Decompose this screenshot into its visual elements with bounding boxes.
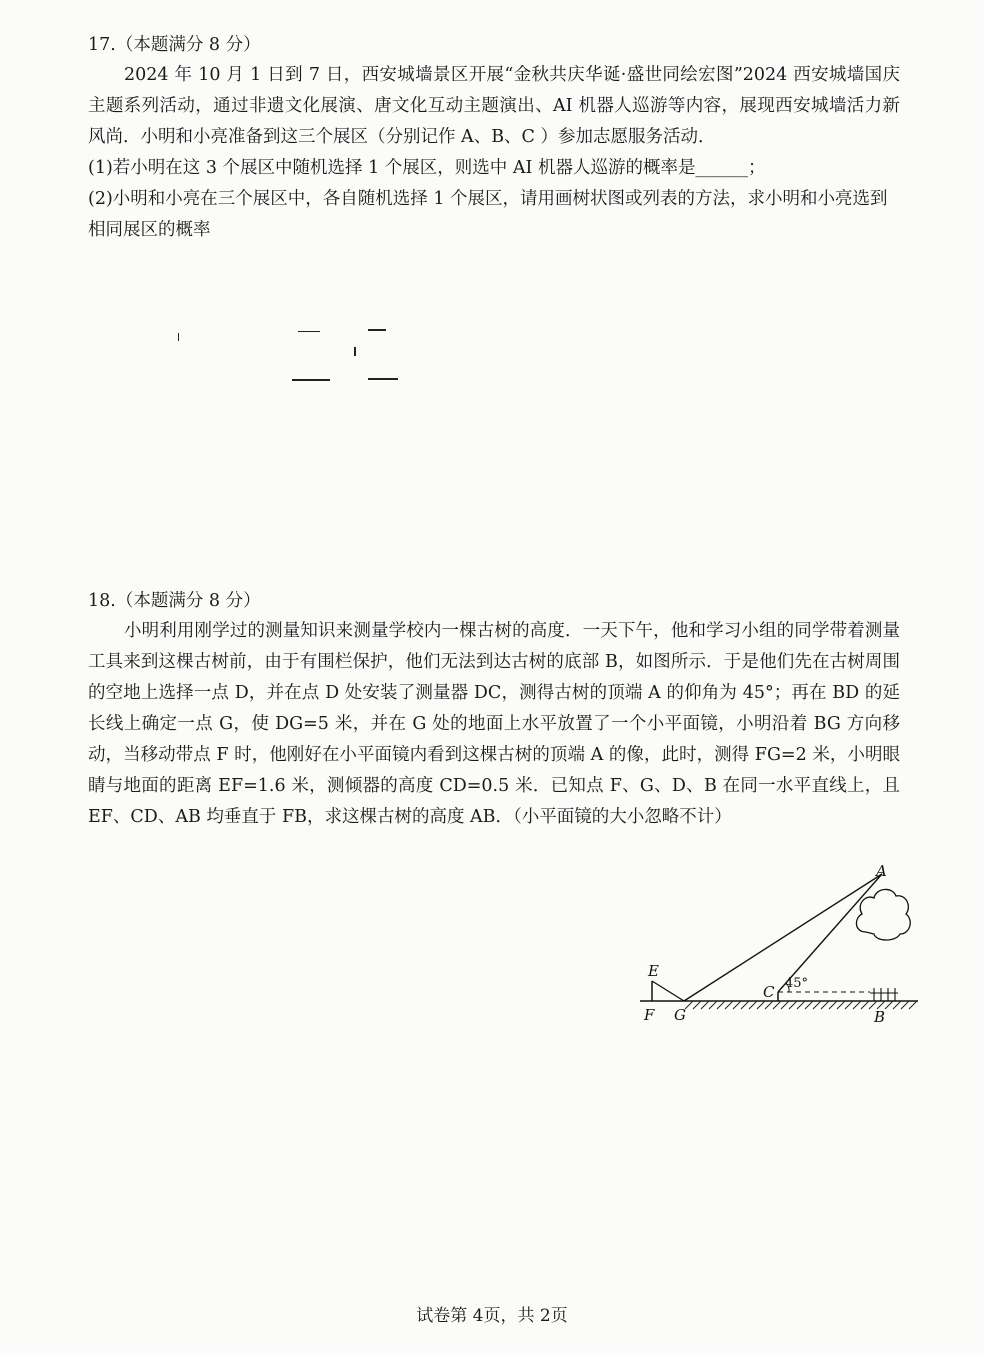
label-g: G [674,1006,686,1024]
question-18-header: 18.（本题满分 8 分） [88,591,261,611]
sight-line-e-to-g [652,981,684,1001]
question-17-part1: (1)若小明在这 3 个展区中随机选择 1 个展区，则选中 AI 机器人巡游的概率是______； [88,158,766,178]
sight-line-c-to-a [778,874,882,992]
stray-mark [354,347,356,356]
question-17 [88,30,900,246]
label-e: E [648,962,659,980]
question-18-body: 小明利用刚学过的测量知识来测量学校内一棵古树的高度．一天下午，他和学习小组的同学带着测量工具来到这棵古树前，由于有围栏保护，他们无法到达古树的底部 B，如图所示．于是他们先在古树周围的空地上选择一点 D，并在点 D 处安装了测量器 DC，测得古树的顶端 A 的仰角为 45°；再在 BD 的延长线上确定一点 G，使 DG=5 米，并在 G 处的地面上水平放置了一个小平面镜，小明沿着 BG 方向移动，当移动带点 F 时，他刚好在小平面镜内看到这棵古树的顶端 A 的像，此时，测得 FG=2 米，小明眼睛与地面的距离 EF=1.6 米，测倾器的高度 CD=0.5 米．已知点 F、G、D、B 在同一水平直线上，且 EF、CD、AB 均垂直于 FB，求这棵古树的高度 AB．（小平面镜的大小忽略不计） [88,621,900,827]
label-f: F [644,1006,655,1024]
stray-mark [292,379,330,381]
stray-mark [368,329,386,331]
label-angle-45: 45° [785,976,809,991]
label-c: C [763,983,775,1001]
question-17-header: 17.（本题满分 8 分） [88,35,261,55]
label-b: B [874,1008,886,1026]
fence [870,988,898,1001]
question-17-part2: (2)小明和小亮在三个展区中，各自随机选择 1 个展区，请用画树状图或列表的方法，求小明和小亮选到相同展区的概率 [88,189,888,240]
question-18 [88,586,900,833]
question-17-body: 2024 年 10 月 1 日到 7 日，西安城墙景区开展“金秋共庆华诞·盛世同绘宏图”2024 西安城墙国庆主题系列活动，通过非遗文化展演、唐文化互动主题演出、AI 机器人巡游等内容，展现西安城墙活力新风尚．小明和小亮准备到这三个展区（分别记作 A、B、C ）参加志愿服务活动． [88,65,900,147]
tree-crown [856,889,910,940]
stray-mark [178,333,179,341]
page-footer: 试卷第 4页，共 2页 [416,1306,568,1326]
reflection-line-g-to-a [684,874,882,1001]
stray-mark [368,378,398,380]
label-a: A [876,862,887,880]
tree-measurement-diagram [630,860,930,1035]
stray-mark [298,331,320,332]
